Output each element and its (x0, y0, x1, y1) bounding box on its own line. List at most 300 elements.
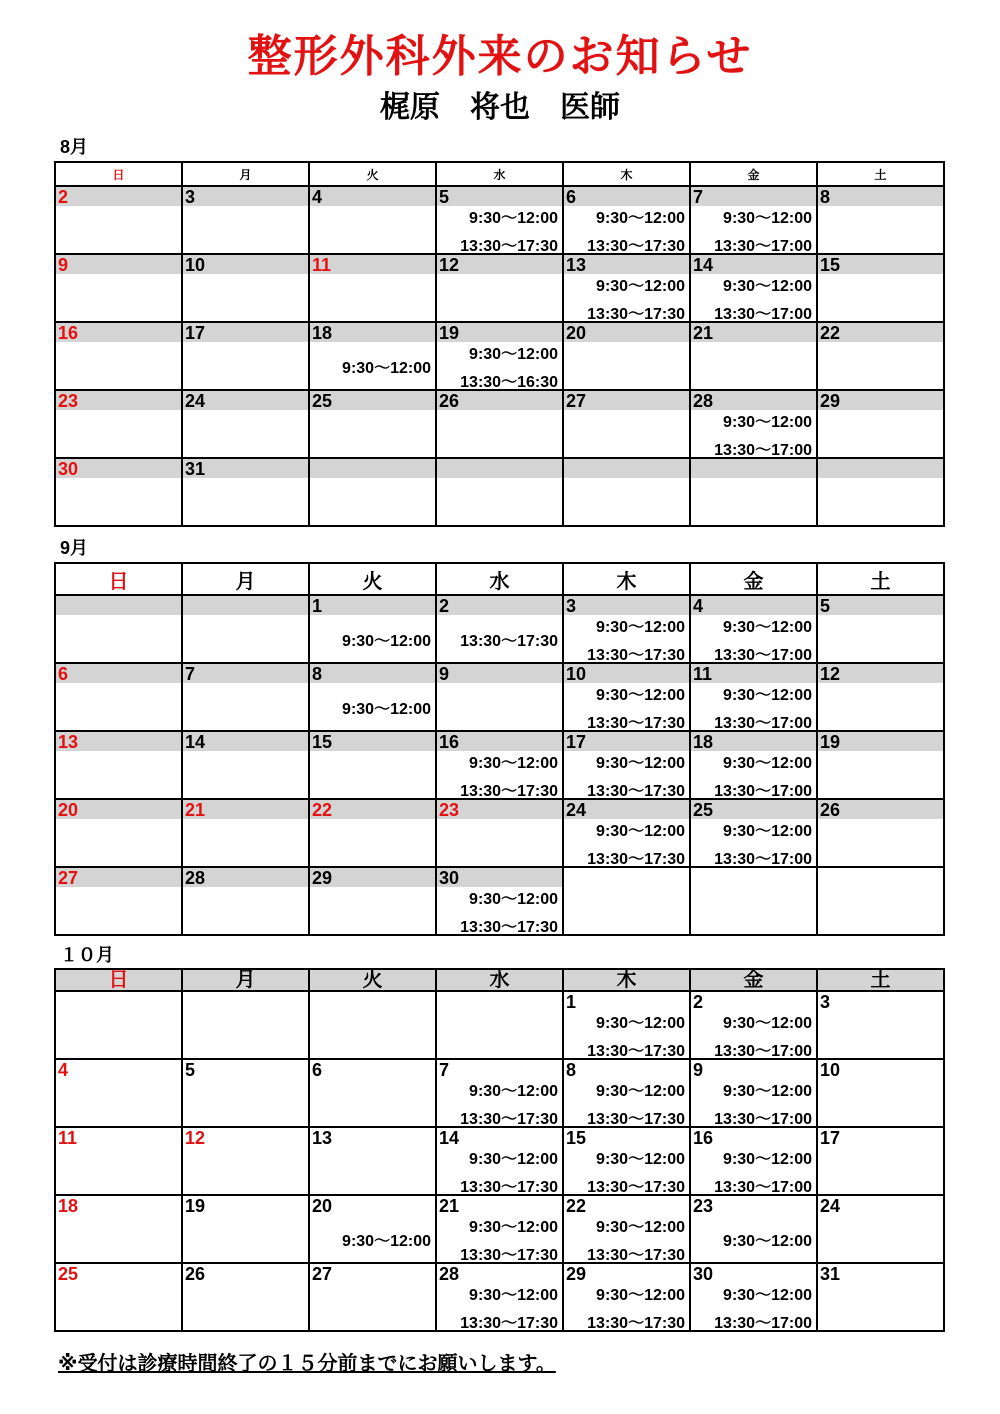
calendar-day-cell (55, 254, 182, 322)
clinic-hours (564, 1282, 685, 1338)
weekday-header: 日 (55, 162, 182, 186)
day-number: 1 (564, 992, 689, 1011)
clinic-hours-slot: 13:30～17:00 (714, 1315, 812, 1332)
clinic-hours (437, 750, 558, 806)
day-number: 18 (310, 323, 435, 342)
day-number: 16 (56, 323, 181, 342)
calendar-week-row (55, 663, 944, 731)
calendar-day-cell (55, 186, 182, 254)
calendar-day-cell (309, 390, 436, 458)
weekday-header: 日 (55, 969, 182, 991)
day-number: 17 (564, 732, 689, 751)
clinic-hours (564, 750, 685, 806)
calendar-week-row (55, 1127, 944, 1195)
clinic-hours (564, 205, 685, 261)
day-number: 6 (56, 664, 181, 683)
day-number: 24 (564, 800, 689, 819)
clinic-hours-slot: 9:30～12:00 (596, 619, 685, 636)
calendar-day-cell (55, 799, 182, 867)
clinic-hours-slot: 9:30～12:00 (469, 210, 558, 227)
day-number: 15 (564, 1128, 689, 1147)
day-number: 14 (691, 255, 816, 274)
calendar-day-cell (563, 991, 690, 1059)
calendar-september (54, 562, 945, 936)
clinic-hours-slot: 13:30～17:30 (460, 1179, 558, 1196)
calendar-day-cell (309, 186, 436, 254)
clinic-hours-slot: 13:30～17:30 (460, 1247, 558, 1264)
weekday-header-row (55, 969, 944, 991)
calendar-day-cell (436, 322, 563, 390)
calendar-day-cell (436, 458, 563, 526)
day-number: 8 (818, 187, 943, 206)
day-number: 17 (183, 323, 308, 342)
clinic-hours (564, 1010, 685, 1066)
calendar-day-cell (436, 991, 563, 1059)
day-number: 28 (183, 868, 308, 887)
clinic-hours-slot: 9:30～12:00 (469, 1287, 558, 1304)
clinic-hours (437, 1078, 558, 1134)
calendar-week-row (55, 867, 944, 935)
calendar-day-cell (55, 1263, 182, 1331)
calendar-day-cell (182, 322, 309, 390)
weekday-header: 水 (436, 563, 563, 595)
calendar-day-cell (182, 663, 309, 731)
calendar-day-cell (436, 186, 563, 254)
day-number: 8 (310, 664, 435, 683)
clinic-hours-slot: 9:30～12:00 (596, 1151, 685, 1168)
weekday-header: 土 (817, 162, 944, 186)
calendar-day-cell (309, 991, 436, 1059)
day-number: 16 (691, 1128, 816, 1147)
weekday-header: 火 (309, 969, 436, 991)
day-number: 6 (564, 187, 689, 206)
clinic-hours-slot: 9:30～12:00 (596, 823, 685, 840)
day-number (183, 596, 308, 615)
clinic-hours-slot: 9:30～12:00 (723, 414, 812, 431)
day-number: 21 (437, 1196, 562, 1215)
calendar-day-cell (817, 1059, 944, 1127)
calendar-week-row (55, 1059, 944, 1127)
calendar-week-row (55, 595, 944, 663)
calendar-body (55, 186, 944, 526)
day-number: 21 (183, 800, 308, 819)
clinic-hours-slot: 13:30～17:00 (714, 1043, 812, 1060)
clinic-hours (691, 273, 812, 329)
calendar-day-cell (690, 663, 817, 731)
calendar-day-cell (309, 595, 436, 663)
day-number: 15 (310, 732, 435, 751)
clinic-hours (437, 1282, 558, 1338)
calendar-day-cell (563, 1263, 690, 1331)
clinic-hours-slot: 9:30～12:00 (723, 755, 812, 772)
clinic-hours-slot: 13:30～17:00 (714, 715, 812, 732)
day-number: 7 (691, 187, 816, 206)
clinic-hours-slot: 9:30～12:00 (723, 1015, 812, 1032)
day-number: 10 (564, 664, 689, 683)
clinic-hours-slot: 13:30～17:30 (460, 238, 558, 255)
calendar-day-cell (817, 186, 944, 254)
day-number: 2 (437, 596, 562, 615)
clinic-hours-slot: 13:30～17:30 (460, 633, 558, 650)
clinic-hours-slot: 9:30～12:00 (469, 1219, 558, 1236)
day-number: 11 (56, 1128, 181, 1147)
day-number: 29 (564, 1264, 689, 1283)
day-number: 29 (818, 391, 943, 410)
clinic-hours-slot: 9:30～12:00 (723, 210, 812, 227)
clinic-hours (564, 1214, 685, 1270)
calendar-week-row (55, 322, 944, 390)
day-number: 3 (564, 596, 689, 615)
clinic-hours-slot: 9:30～12:00 (596, 278, 685, 295)
calendar-day-cell (563, 663, 690, 731)
clinic-hours (310, 1228, 431, 1256)
doctor-name: 梶原 将也 医師 (380, 91, 620, 124)
month-label-september: 9月 (60, 538, 89, 558)
calendar-day-cell (182, 867, 309, 935)
weekday-header: 月 (182, 563, 309, 595)
clinic-hours-slot: 9:30～12:00 (596, 1287, 685, 1304)
calendar-day-cell (182, 1059, 309, 1127)
calendar-day-cell (55, 991, 182, 1059)
calendar-body (55, 595, 944, 935)
clinic-hours-slot: 13:30～17:30 (460, 1111, 558, 1128)
day-number: 3 (818, 992, 943, 1011)
day-number: 9 (437, 664, 562, 683)
clinic-hours-slot: 9:30～12:00 (596, 1015, 685, 1032)
day-number: 5 (818, 596, 943, 615)
day-number (56, 596, 181, 615)
day-number (691, 459, 816, 478)
weekday-header: 木 (563, 162, 690, 186)
clinic-hours-slot: 9:30～12:00 (596, 210, 685, 227)
calendar-day-cell (817, 867, 944, 935)
day-number: 20 (564, 323, 689, 342)
calendar-day-cell (563, 186, 690, 254)
day-number: 20 (56, 800, 181, 819)
day-number: 9 (56, 255, 181, 274)
weekday-header: 金 (690, 162, 817, 186)
day-number: 30 (437, 868, 562, 887)
day-number: 27 (56, 868, 181, 887)
calendar-day-cell (182, 1195, 309, 1263)
calendar-week-row (55, 799, 944, 867)
clinic-hours (691, 1146, 812, 1202)
calendar-day-cell (182, 186, 309, 254)
clinic-hours (310, 355, 431, 383)
clinic-hours (437, 341, 558, 397)
calendar-day-cell (55, 458, 182, 526)
clinic-hours-slot: 13:30～17:00 (714, 851, 812, 868)
day-number: 22 (818, 323, 943, 342)
calendar-week-row (55, 458, 944, 526)
day-number: 14 (183, 732, 308, 751)
clinic-hours (564, 818, 685, 874)
calendar-day-cell (309, 458, 436, 526)
day-number: 13 (564, 255, 689, 274)
calendar-day-cell (817, 991, 944, 1059)
day-number (818, 459, 943, 478)
clinic-hours (437, 1214, 558, 1270)
weekday-header: 金 (690, 969, 817, 991)
calendar-day-cell (182, 1263, 309, 1331)
day-number: 27 (310, 1264, 435, 1283)
calendar-day-cell (563, 731, 690, 799)
day-number: 28 (437, 1264, 562, 1283)
weekday-header-row (55, 563, 944, 595)
clinic-hours-slot: 9:30～12:00 (342, 1233, 431, 1250)
day-number: 13 (56, 732, 181, 751)
clinic-hours-slot: 13:30～17:30 (587, 783, 685, 800)
calendar-day-cell (182, 1127, 309, 1195)
day-number: 12 (437, 255, 562, 274)
clinic-hours-slot: 9:30～12:00 (342, 701, 431, 718)
clinic-hours-slot: 13:30～17:30 (587, 1179, 685, 1196)
clinic-hours-slot: 13:30～17:00 (714, 238, 812, 255)
calendar-day-cell (309, 254, 436, 322)
calendar-day-cell (690, 799, 817, 867)
calendar-week-row (55, 186, 944, 254)
day-number: 5 (437, 187, 562, 206)
clinic-hours (564, 682, 685, 738)
calendar-day-cell (436, 390, 563, 458)
day-number: 15 (818, 255, 943, 274)
calendar-day-cell (436, 1059, 563, 1127)
clinic-hours (691, 750, 812, 806)
clinic-hours-slot: 9:30～12:00 (723, 1151, 812, 1168)
clinic-hours-slot: 9:30～12:00 (723, 687, 812, 704)
day-number: 6 (310, 1060, 435, 1079)
clinic-hours (564, 1078, 685, 1134)
day-number (437, 459, 562, 478)
day-number: 14 (437, 1128, 562, 1147)
day-number: 12 (183, 1128, 308, 1147)
page-title: 整形外科外来のお知らせ (247, 32, 753, 81)
calendar-day-cell (55, 1195, 182, 1263)
calendar-day-cell (309, 1195, 436, 1263)
reception-note: ※受付は診療時間終了の１５分前までにお願いします。 (58, 1353, 556, 1375)
calendar-day-cell (817, 1127, 944, 1195)
clinic-hours-slot: 9:30～12:00 (596, 1219, 685, 1236)
calendar-day-cell (182, 458, 309, 526)
clinic-hours (310, 628, 431, 656)
day-number: 30 (691, 1264, 816, 1283)
calendar-august (54, 161, 945, 527)
clinic-hours-slot: 9:30～12:00 (469, 891, 558, 908)
day-number: 20 (310, 1196, 435, 1215)
calendar-day-cell (817, 731, 944, 799)
day-number: 11 (691, 664, 816, 683)
calendar-day-cell (436, 595, 563, 663)
calendar-day-cell (309, 1127, 436, 1195)
clinic-hours (691, 614, 812, 670)
day-number: 4 (56, 1060, 181, 1079)
clinic-hours (437, 628, 558, 656)
day-number: 16 (437, 732, 562, 751)
calendar-day-cell (563, 322, 690, 390)
clinic-hours-slot: 9:30～12:00 (723, 1083, 812, 1100)
clinic-hours-slot: 13:30～17:00 (714, 442, 812, 459)
clinic-hours-slot: 13:30～17:30 (587, 1043, 685, 1060)
day-number: 30 (56, 459, 181, 478)
day-number: 18 (56, 1196, 181, 1215)
clinic-hours-slot: 9:30～12:00 (723, 619, 812, 636)
day-number: 4 (691, 596, 816, 615)
calendar-day-cell (563, 458, 690, 526)
clinic-hours-slot: 9:30～12:00 (723, 823, 812, 840)
calendar-day-cell (436, 663, 563, 731)
calendar-day-cell (55, 867, 182, 935)
calendar-day-cell (436, 1263, 563, 1331)
calendar-day-cell (563, 595, 690, 663)
calendar-day-cell (690, 458, 817, 526)
calendar-day-cell (55, 1127, 182, 1195)
calendar-day-cell (182, 595, 309, 663)
day-number: 3 (183, 187, 308, 206)
calendar-day-cell (563, 1195, 690, 1263)
day-number: 21 (691, 323, 816, 342)
day-number: 28 (691, 391, 816, 410)
day-number: 27 (564, 391, 689, 410)
clinic-hours-slot: 13:30～17:00 (714, 1111, 812, 1128)
clinic-hours-slot: 9:30～12:00 (469, 755, 558, 772)
day-number: 13 (310, 1128, 435, 1147)
day-number: 23 (437, 800, 562, 819)
calendar-day-cell (817, 799, 944, 867)
calendar-body (55, 991, 944, 1331)
day-number: 7 (183, 664, 308, 683)
calendar-day-cell (690, 595, 817, 663)
clinic-hours-slot: 9:30～12:00 (596, 755, 685, 772)
calendar-day-cell (182, 254, 309, 322)
day-number: 29 (310, 868, 435, 887)
clinic-hours-slot: 13:30～17:30 (460, 1315, 558, 1332)
clinic-hours (564, 1146, 685, 1202)
calendar-week-row (55, 254, 944, 322)
calendar-day-cell (690, 254, 817, 322)
clinic-hours-slot: 9:30～12:00 (469, 1151, 558, 1168)
weekday-header: 土 (817, 563, 944, 595)
calendar-day-cell (563, 1059, 690, 1127)
weekday-header: 火 (309, 563, 436, 595)
calendar-day-cell (690, 1263, 817, 1331)
clinic-hours-slot: 13:30～17:00 (714, 647, 812, 664)
clinic-hours (310, 696, 431, 724)
calendar-day-cell (309, 1059, 436, 1127)
calendar-day-cell (182, 731, 309, 799)
weekday-header: 木 (563, 969, 690, 991)
clinic-hours-slot: 9:30～12:00 (596, 687, 685, 704)
calendar-day-cell (690, 731, 817, 799)
clinic-hours-slot: 9:30～12:00 (723, 1287, 812, 1304)
calendar-day-cell (817, 595, 944, 663)
calendar-day-cell (563, 1127, 690, 1195)
day-number: 23 (691, 1196, 816, 1215)
clinic-hours-slot: 9:30～12:00 (342, 633, 431, 650)
clinic-hours-slot: 9:30～12:00 (342, 360, 431, 377)
clinic-hours (691, 205, 812, 261)
calendar-day-cell (563, 254, 690, 322)
calendar-day-cell (309, 663, 436, 731)
calendar-day-cell (55, 390, 182, 458)
calendar-day-cell (690, 991, 817, 1059)
calendar-day-cell (55, 1059, 182, 1127)
clinic-hours-slot: 9:30～12:00 (723, 278, 812, 295)
month-label-august: 8月 (60, 137, 89, 157)
calendar-day-cell (563, 390, 690, 458)
clinic-hours-slot: 13:30～16:30 (460, 374, 558, 391)
calendar-day-cell (817, 1195, 944, 1263)
calendar-day-cell (436, 799, 563, 867)
clinic-hours-slot: 13:30～17:30 (587, 238, 685, 255)
day-number: 2 (691, 992, 816, 1011)
day-number: 10 (183, 255, 308, 274)
day-number: 11 (310, 255, 435, 274)
weekday-header: 火 (309, 162, 436, 186)
day-number: 25 (691, 800, 816, 819)
calendar-day-cell (817, 254, 944, 322)
weekday-header: 水 (436, 969, 563, 991)
calendar-week-row (55, 1263, 944, 1331)
calendar-week-row (55, 1195, 944, 1263)
day-number: 1 (310, 596, 435, 615)
clinic-hours-slot: 13:30～17:30 (587, 851, 685, 868)
day-number: 31 (818, 1264, 943, 1283)
day-number: 24 (818, 1196, 943, 1215)
clinic-hours (691, 682, 812, 738)
day-number (564, 459, 689, 478)
calendar-october (54, 968, 945, 1332)
calendar-week-row (55, 390, 944, 458)
calendar-day-cell (563, 867, 690, 935)
day-number: 22 (310, 800, 435, 819)
clinic-hours (691, 409, 812, 465)
day-number: 8 (564, 1060, 689, 1079)
calendar-day-cell (690, 390, 817, 458)
month-label-october: １０月 (60, 945, 114, 965)
day-number: 26 (183, 1264, 308, 1283)
calendar-day-cell (690, 1195, 817, 1263)
calendar-day-cell (690, 186, 817, 254)
clinic-hours (691, 818, 812, 874)
clinic-hours (691, 1010, 812, 1066)
calendar-day-cell (436, 731, 563, 799)
calendar-day-cell (182, 799, 309, 867)
clinic-hours-slot: 13:30～17:30 (587, 647, 685, 664)
calendar-day-cell (55, 322, 182, 390)
calendar-day-cell (309, 322, 436, 390)
calendar-day-cell (817, 322, 944, 390)
day-number: 25 (56, 1264, 181, 1283)
day-number: 5 (183, 1060, 308, 1079)
calendar-day-cell (182, 390, 309, 458)
day-number: 7 (437, 1060, 562, 1079)
calendar-day-cell (55, 663, 182, 731)
day-number: 19 (818, 732, 943, 751)
clinic-hours-slot: 13:30～17:00 (714, 1179, 812, 1196)
clinic-hours (564, 614, 685, 670)
clinic-hours-slot: 9:30～12:00 (469, 1083, 558, 1100)
day-number: 22 (564, 1196, 689, 1215)
calendar-day-cell (436, 1127, 563, 1195)
day-number: 2 (56, 187, 181, 206)
day-number: 31 (183, 459, 308, 478)
calendar-day-cell (563, 799, 690, 867)
weekday-header: 金 (690, 563, 817, 595)
weekday-header-row (55, 162, 944, 186)
calendar-day-cell (690, 1059, 817, 1127)
clinic-hours-slot: 13:30～17:00 (714, 306, 812, 323)
clinic-hours-slot: 9:30～12:00 (596, 1083, 685, 1100)
